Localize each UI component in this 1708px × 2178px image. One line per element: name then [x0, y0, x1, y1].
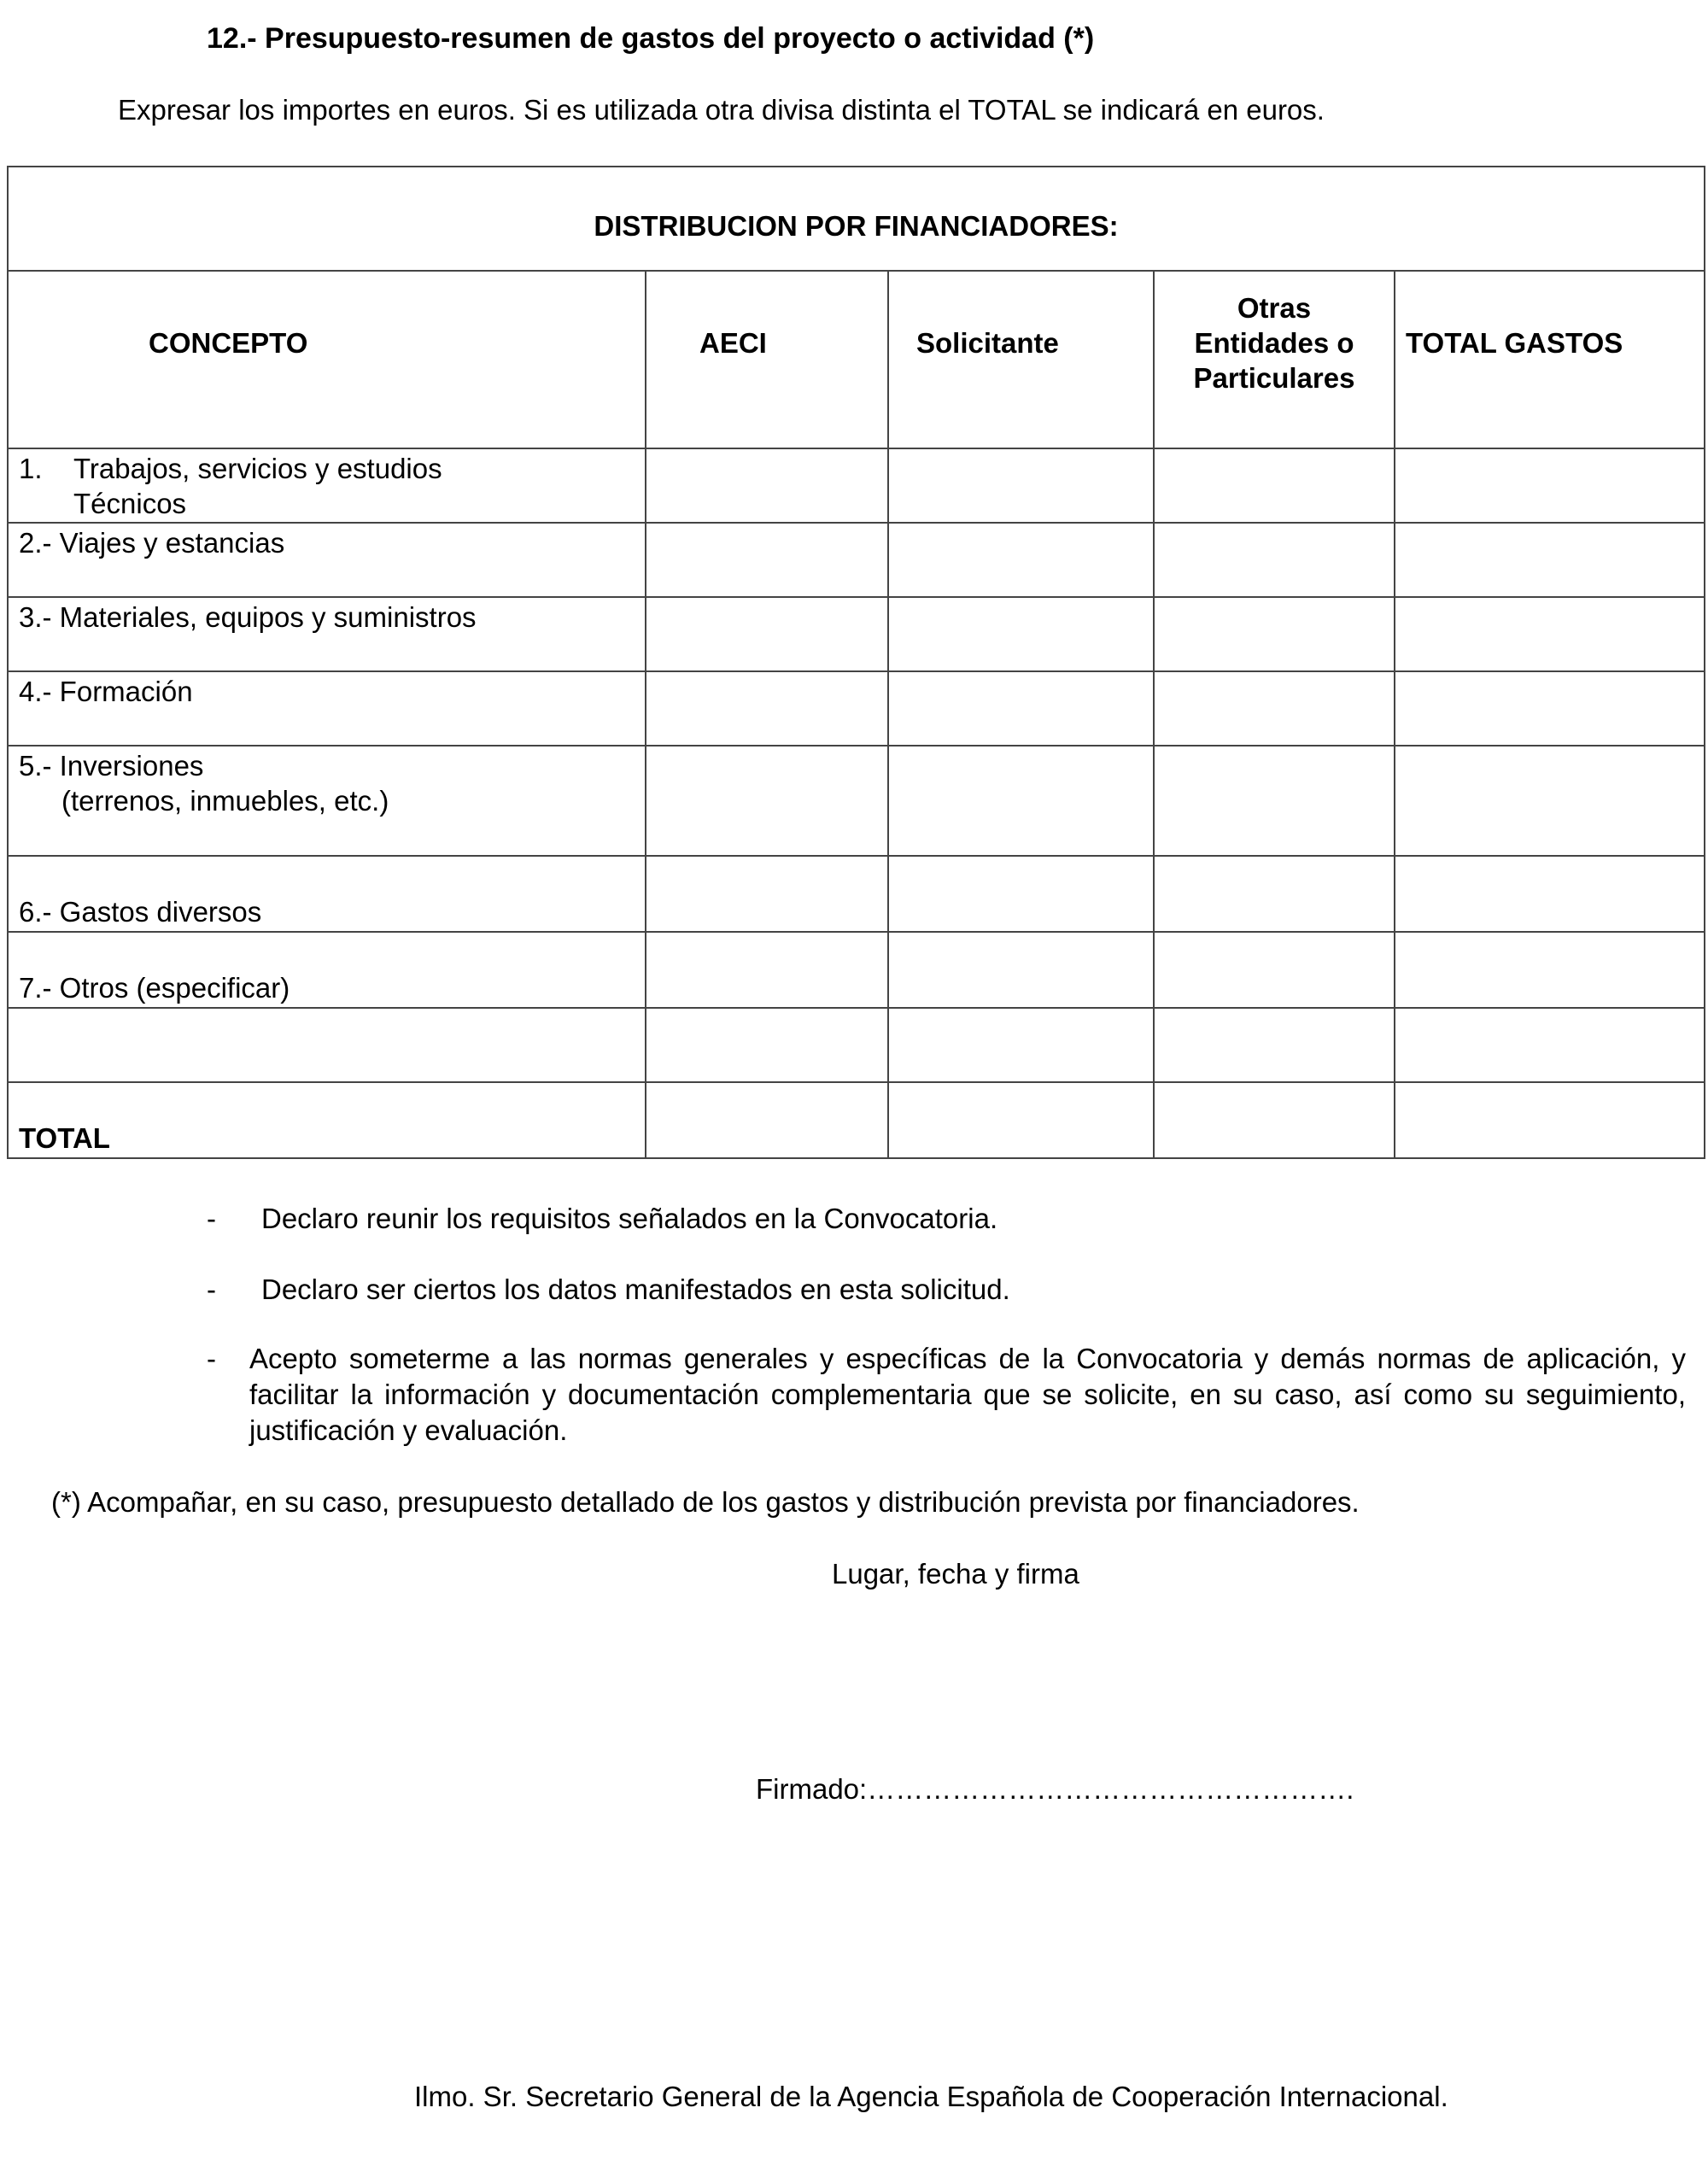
concept-label: 3.- Materiales, equipos y suministros [19, 601, 477, 633]
declaration-text: Declaro reunir los requisitos señalados en la Convocatoria. [261, 1203, 998, 1234]
solicitante-cell[interactable] [888, 932, 1154, 1008]
solicitante-cell[interactable] [888, 1008, 1154, 1082]
concept-cell [8, 932, 646, 1008]
concept-cell [8, 597, 646, 671]
bullet-dash: - [207, 1203, 216, 1234]
declaration-text: Acepto someterme a las normas generales y específicas de la Convocatoria y demás normas de aplicación, y facilitar la información y documentación complementaria que se solicite, en su caso, así como su seguimiento, justificación y evaluación. [249, 1343, 1686, 1446]
total-cell[interactable] [1395, 932, 1705, 1008]
otras-cell[interactable] [1154, 597, 1395, 671]
aeci-cell[interactable] [646, 932, 888, 1008]
otras-line-3: Particulares [1193, 361, 1355, 394]
total-cell[interactable] [1395, 1008, 1705, 1082]
distribution-header: DISTRIBUCION POR FINANCIADORES: [8, 167, 1705, 271]
concept-cell[interactable] [8, 1008, 646, 1082]
table-row [8, 1008, 1705, 1082]
concept-label: 4.- Formación [19, 676, 193, 707]
concept-label: 7.- Otros (especificar) [19, 972, 290, 1004]
footnote: (*) Acompañar, en su caso, presupuesto detallado de los gastos y distribución prevista por financiadores. [51, 1486, 1360, 1518]
table-row [8, 523, 1705, 597]
signed-line[interactable]: Firmado:……………………………………………. [756, 1773, 1354, 1805]
total-cell[interactable] [1395, 671, 1705, 746]
concept-cell [8, 523, 646, 597]
otras-total-cell[interactable] [1154, 1082, 1395, 1158]
total-cell[interactable] [1395, 523, 1705, 597]
aeci-cell[interactable] [646, 746, 888, 856]
aeci-cell[interactable] [646, 448, 888, 523]
solicitante-cell[interactable] [888, 671, 1154, 746]
concept-label: 2.- Viajes y estancias [19, 527, 285, 559]
concept-cell [8, 448, 646, 523]
bullet-dash: - [207, 1273, 216, 1305]
table-row [8, 597, 1705, 671]
table-row [8, 856, 1705, 932]
total-cell[interactable] [1395, 597, 1705, 671]
table-row [8, 671, 1705, 746]
otras-cell[interactable] [1154, 448, 1395, 523]
total-row [8, 1082, 1705, 1158]
otras-cell[interactable] [1154, 671, 1395, 746]
otras-cell[interactable] [1154, 932, 1395, 1008]
total-cell[interactable] [1395, 746, 1705, 856]
concept-cell [8, 671, 646, 746]
concept-label: 5.- Inversiones [19, 750, 204, 782]
concept-label: 6.- Gastos diversos [19, 896, 262, 928]
concept-label: Trabajos, servicios y estudios [73, 453, 442, 484]
concept-cell [8, 856, 646, 932]
table-row [8, 746, 1705, 856]
column-header-otras-entidades [1154, 271, 1395, 448]
bullet-dash: - [207, 1343, 216, 1374]
concept-label-line2: Técnicos [73, 488, 187, 519]
aeci-cell[interactable] [646, 856, 888, 932]
total-cell[interactable] [1395, 448, 1705, 523]
otras-cell[interactable] [1154, 523, 1395, 597]
total-label: TOTAL [19, 1122, 110, 1154]
column-header-total-gastos: TOTAL GASTOS [1395, 271, 1705, 448]
declaration-text: Declaro ser ciertos los datos manifestados en esta solicitud. [261, 1273, 1010, 1305]
addressee: Ilmo. Sr. Secretario General de la Agencia Española de Cooperación Internacional. [414, 2081, 1448, 2112]
budget-table [7, 166, 1705, 1159]
aeci-cell[interactable] [646, 1008, 888, 1082]
aeci-total-cell[interactable] [646, 1082, 888, 1158]
table-row [8, 448, 1705, 523]
aeci-cell[interactable] [646, 597, 888, 671]
solicitante-total-cell[interactable] [888, 1082, 1154, 1158]
solicitante-cell[interactable] [888, 448, 1154, 523]
otras-line-2: Entidades o [1194, 326, 1354, 359]
total-cell[interactable] [1395, 856, 1705, 932]
otras-cell[interactable] [1154, 856, 1395, 932]
grand-total-cell[interactable] [1395, 1082, 1705, 1158]
section-title: 12.- Presupuesto-resumen de gastos del proyecto o actividad (*) [207, 22, 1095, 55]
table-row [8, 932, 1705, 1008]
otras-line-1: Otras [1237, 291, 1312, 324]
solicitante-cell[interactable] [888, 856, 1154, 932]
solicitante-cell[interactable] [888, 597, 1154, 671]
concept-label-line2: (terrenos, inmuebles, etc.) [61, 785, 389, 817]
column-header-concepto: CONCEPTO [8, 271, 646, 448]
aeci-cell[interactable] [646, 671, 888, 746]
place-date-signature-label: Lugar, fecha y firma [832, 1558, 1079, 1590]
total-label-cell [8, 1082, 646, 1158]
currency-instructions: Expresar los importes en euros. Si es utilizada otra divisa distinta el TOTAL se indicará en euros. [118, 94, 1325, 126]
row-number: 1. [19, 453, 43, 484]
solicitante-cell[interactable] [888, 746, 1154, 856]
column-header-solicitante: Solicitante [888, 271, 1154, 448]
concept-cell [8, 746, 646, 856]
column-header-aeci: AECI [646, 271, 888, 448]
otras-cell[interactable] [1154, 746, 1395, 856]
solicitante-cell[interactable] [888, 523, 1154, 597]
otras-cell[interactable] [1154, 1008, 1395, 1082]
aeci-cell[interactable] [646, 523, 888, 597]
